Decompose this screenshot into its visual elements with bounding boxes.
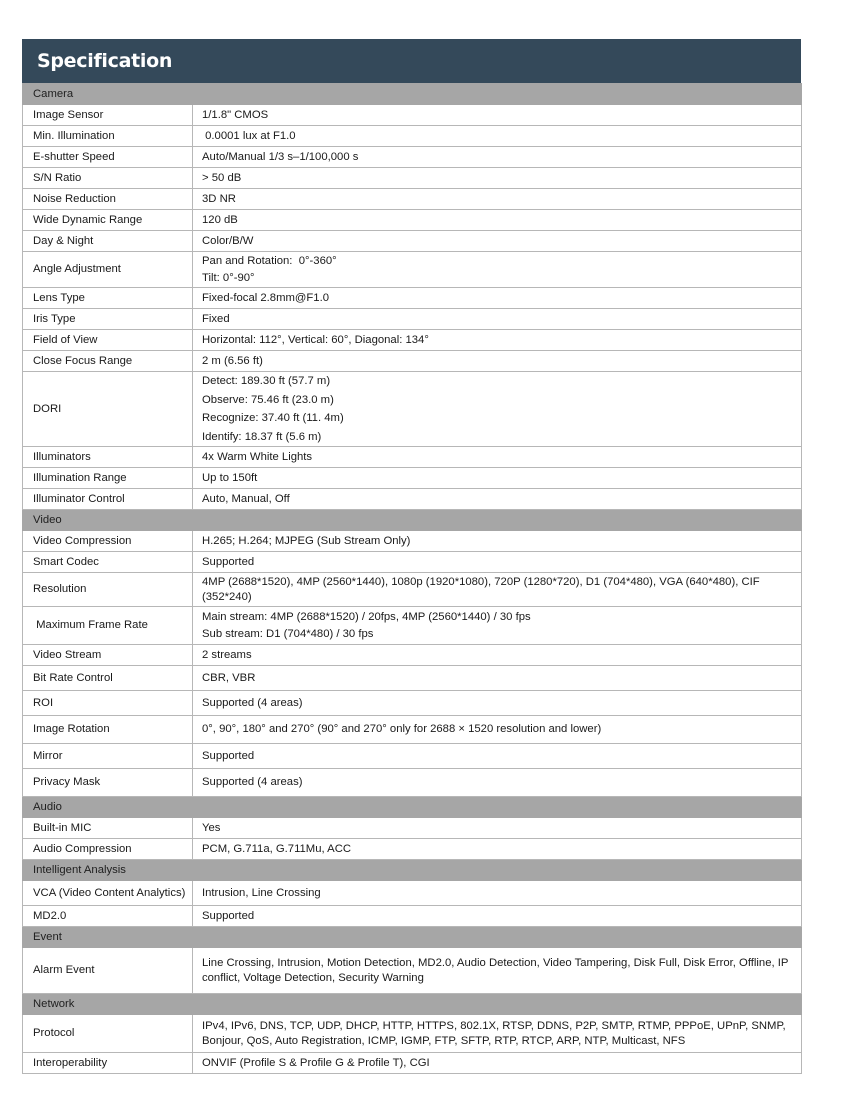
spec-value <box>193 252 802 288</box>
spec-label: Video Compression <box>23 531 193 552</box>
spec-value-line: Main stream: 4MP (2688*1520) / 20fps, 4MP (2560*1440) / 30 fps <box>202 610 531 623</box>
spec-row <box>23 468 802 489</box>
spec-value <box>193 309 802 330</box>
spec-row <box>23 105 802 126</box>
spec-label: Noise Reduction <box>23 189 193 210</box>
spec-value <box>193 906 802 927</box>
spec-value-line: Pan and Rotation: 0°-360° <box>202 254 337 267</box>
spec-row <box>23 839 802 860</box>
spec-label: Interoperability <box>23 1053 193 1074</box>
spec-value <box>193 691 802 716</box>
spec-value <box>193 1053 802 1074</box>
spec-value <box>193 881 802 906</box>
spec-value <box>193 372 802 447</box>
spec-value <box>193 666 802 691</box>
spec-label: Iris Type <box>23 309 193 330</box>
spec-value <box>193 147 802 168</box>
spec-value <box>193 231 802 252</box>
spec-label: S/N Ratio <box>23 168 193 189</box>
spec-label: ROI <box>23 691 193 716</box>
spec-value-line: Detect: 189.30 ft (57.7 m) <box>202 375 331 387</box>
spec-value-line: Supported (4 areas) <box>202 776 303 788</box>
spec-value <box>193 769 802 797</box>
spec-value-line: IPv4, IPv6, DNS, TCP, UDP, DHCP, HTTP, HTTPS, 802.1X, RTSP, DDNS, P2P, SMTP, RTMP, PPPoE, UPnP, SNMP, Bonjour, QoS, Auto Registration, ICMP, IGMP, FTP, SFTP, RTP, RTCP, ARP, NTP, Multicast, NFS <box>202 1019 789 1047</box>
spec-label: Min. Illumination <box>23 126 193 147</box>
spec-label: DORI <box>23 372 193 447</box>
spec-row <box>23 552 802 573</box>
spec-value-line: > 50 dB <box>202 171 242 184</box>
spec-row <box>23 126 802 147</box>
section-title: Camera <box>23 84 802 105</box>
spec-row <box>23 573 802 607</box>
spec-label: Field of View <box>23 330 193 351</box>
spec-row <box>23 691 802 716</box>
spec-row <box>23 447 802 468</box>
spec-value-line: 3D NR <box>202 192 236 205</box>
section-title: Network <box>23 994 802 1015</box>
spec-value <box>193 645 802 666</box>
spec-value-line: Intrusion, Line Crossing <box>202 886 321 899</box>
spec-label: Close Focus Range <box>23 351 193 372</box>
section-header <box>23 797 802 818</box>
spec-value <box>193 531 802 552</box>
spec-label: Mirror <box>23 744 193 769</box>
spec-value-line: H.265; H.264; MJPEG (Sub Stream Only) <box>202 534 411 547</box>
spec-label: Illuminators <box>23 447 193 468</box>
spec-label: Day & Night <box>23 231 193 252</box>
spec-row <box>23 210 802 231</box>
section-header <box>23 927 802 948</box>
spec-value-line: Supported <box>202 749 255 762</box>
spec-value-line: Supported <box>202 555 255 568</box>
spec-value-line: Up to 150ft <box>202 471 258 484</box>
spec-label: Bit Rate Control <box>23 666 193 691</box>
spec-label: Privacy Mask <box>23 769 193 797</box>
spec-value <box>193 948 802 994</box>
spec-row <box>23 252 802 288</box>
spec-row <box>23 231 802 252</box>
spec-value <box>193 552 802 573</box>
spec-value <box>193 607 802 645</box>
spec-value-line: Sub stream: D1 (704*480) / 30 fps <box>202 627 374 640</box>
spec-value <box>193 489 802 510</box>
spec-value-line: Fixed-focal 2.8mm@F1.0 <box>202 291 329 304</box>
section-title: Event <box>23 927 802 948</box>
spec-value <box>193 716 802 744</box>
spec-value-line: Auto/Manual 1/3 s–1/100,000 s <box>202 150 359 163</box>
spec-label: Audio Compression <box>23 839 193 860</box>
spec-row <box>23 531 802 552</box>
spec-label: Alarm Event <box>23 948 193 994</box>
spec-label: Smart Codec <box>23 552 193 573</box>
spec-row <box>23 189 802 210</box>
section-header <box>23 510 802 531</box>
spec-value-line: Identify: 18.37 ft (5.6 m) <box>202 430 322 443</box>
spec-title: Specification <box>22 39 801 83</box>
spec-value-line: Tilt: 0°-90° <box>202 271 255 284</box>
section-title: Audio <box>23 797 802 818</box>
spec-row <box>23 1053 802 1074</box>
spec-row <box>23 372 802 447</box>
spec-value-line: PCM, G.711a, G.711Mu, ACC <box>202 842 352 855</box>
spec-value-line: Line Crossing, Intrusion, Motion Detection, MD2.0, Audio Detection, Video Tampering, Disk Full, Disk Error, Offline, IP conflict, Voltage Detection, Security Warning <box>202 956 792 984</box>
spec-row <box>23 948 802 994</box>
spec-row <box>23 288 802 309</box>
spec-row <box>23 666 802 691</box>
spec-label: Resolution <box>23 573 193 607</box>
spec-row <box>23 607 802 645</box>
spec-value-line: Observe: 75.46 ft (23.0 m) <box>202 393 334 406</box>
spec-value-line: 1/1.8" CMOS <box>202 108 269 121</box>
spec-value <box>193 330 802 351</box>
spec-label: Maximum Frame Rate <box>23 607 193 645</box>
spec-value <box>193 447 802 468</box>
spec-value-line: ONVIF (Profile S & Profile G & Profile T), CGI <box>202 1056 430 1069</box>
spec-value-line: Recognize: 37.40 ft (11. 4m) <box>202 412 344 424</box>
spec-value-line: 4x Warm White Lights <box>202 450 313 463</box>
section-title: Intelligent Analysis <box>23 860 802 881</box>
spec-value-line: 2 streams <box>202 648 252 661</box>
spec-value-line: Horizontal: 112°, Vertical: 60°, Diagonal: 134° <box>202 333 429 346</box>
spec-value <box>193 189 802 210</box>
spec-row <box>23 309 802 330</box>
spec-value <box>193 1015 802 1053</box>
spec-row <box>23 351 802 372</box>
spec-value-line: 0.0001 lux at F1.0 <box>202 129 296 142</box>
spec-row <box>23 489 802 510</box>
spec-label: Lens Type <box>23 288 193 309</box>
spec-label: Angle Adjustment <box>23 252 193 288</box>
spec-row <box>23 716 802 744</box>
spec-row <box>23 818 802 839</box>
spec-value-line: Auto, Manual, Off <box>202 492 290 505</box>
section-header <box>23 84 802 105</box>
spec-label: MD2.0 <box>23 906 193 927</box>
spec-label: Built-in MIC <box>23 818 193 839</box>
spec-label: Image Sensor <box>23 105 193 126</box>
spec-value-line: Supported (4 areas) <box>202 696 303 709</box>
spec-value <box>193 288 802 309</box>
spec-sheet <box>22 39 801 1074</box>
section-title: Video <box>23 510 802 531</box>
spec-row <box>23 744 802 769</box>
spec-value-line: 4MP (2688*1520), 4MP (2560*1440), 1080p (1920*1080), 720P (1280*720), D1 (704*480), VGA (640*480), CIF (352*240) <box>202 575 763 603</box>
spec-value <box>193 839 802 860</box>
spec-row <box>23 147 802 168</box>
spec-label: Illuminator Control <box>23 489 193 510</box>
spec-value <box>193 468 802 489</box>
spec-value-line: Fixed <box>202 312 230 325</box>
spec-value <box>193 744 802 769</box>
spec-value-line: 0°, 90°, 180° and 270° (90° and 270° only for 2688 × 1520 resolution and lower) <box>202 723 602 735</box>
spec-row <box>23 881 802 906</box>
spec-row <box>23 769 802 797</box>
spec-value <box>193 210 802 231</box>
spec-value-line: CBR, VBR <box>202 671 256 684</box>
spec-value-line: 120 dB <box>202 213 238 226</box>
spec-value-line: Yes <box>202 821 221 834</box>
spec-label: Image Rotation <box>23 716 193 744</box>
spec-row <box>23 1015 802 1053</box>
spec-value <box>193 105 802 126</box>
spec-value <box>193 818 802 839</box>
spec-value-line: Color/B/W <box>202 234 254 247</box>
spec-row <box>23 906 802 927</box>
spec-table-body <box>23 84 802 1074</box>
spec-value-line: Supported <box>202 909 255 922</box>
spec-value <box>193 351 802 372</box>
spec-label: Protocol <box>23 1015 193 1053</box>
spec-value <box>193 573 802 607</box>
spec-label: VCA (Video Content Analytics) <box>23 881 193 906</box>
spec-label: Wide Dynamic Range <box>23 210 193 231</box>
spec-label: E-shutter Speed <box>23 147 193 168</box>
section-header <box>23 860 802 881</box>
section-header <box>23 994 802 1015</box>
spec-row <box>23 645 802 666</box>
spec-table <box>22 83 802 1074</box>
spec-label: Illumination Range <box>23 468 193 489</box>
spec-row <box>23 168 802 189</box>
spec-value-line: 2 m (6.56 ft) <box>202 354 263 367</box>
spec-label: Video Stream <box>23 645 193 666</box>
spec-value <box>193 168 802 189</box>
spec-value <box>193 126 802 147</box>
spec-row <box>23 330 802 351</box>
